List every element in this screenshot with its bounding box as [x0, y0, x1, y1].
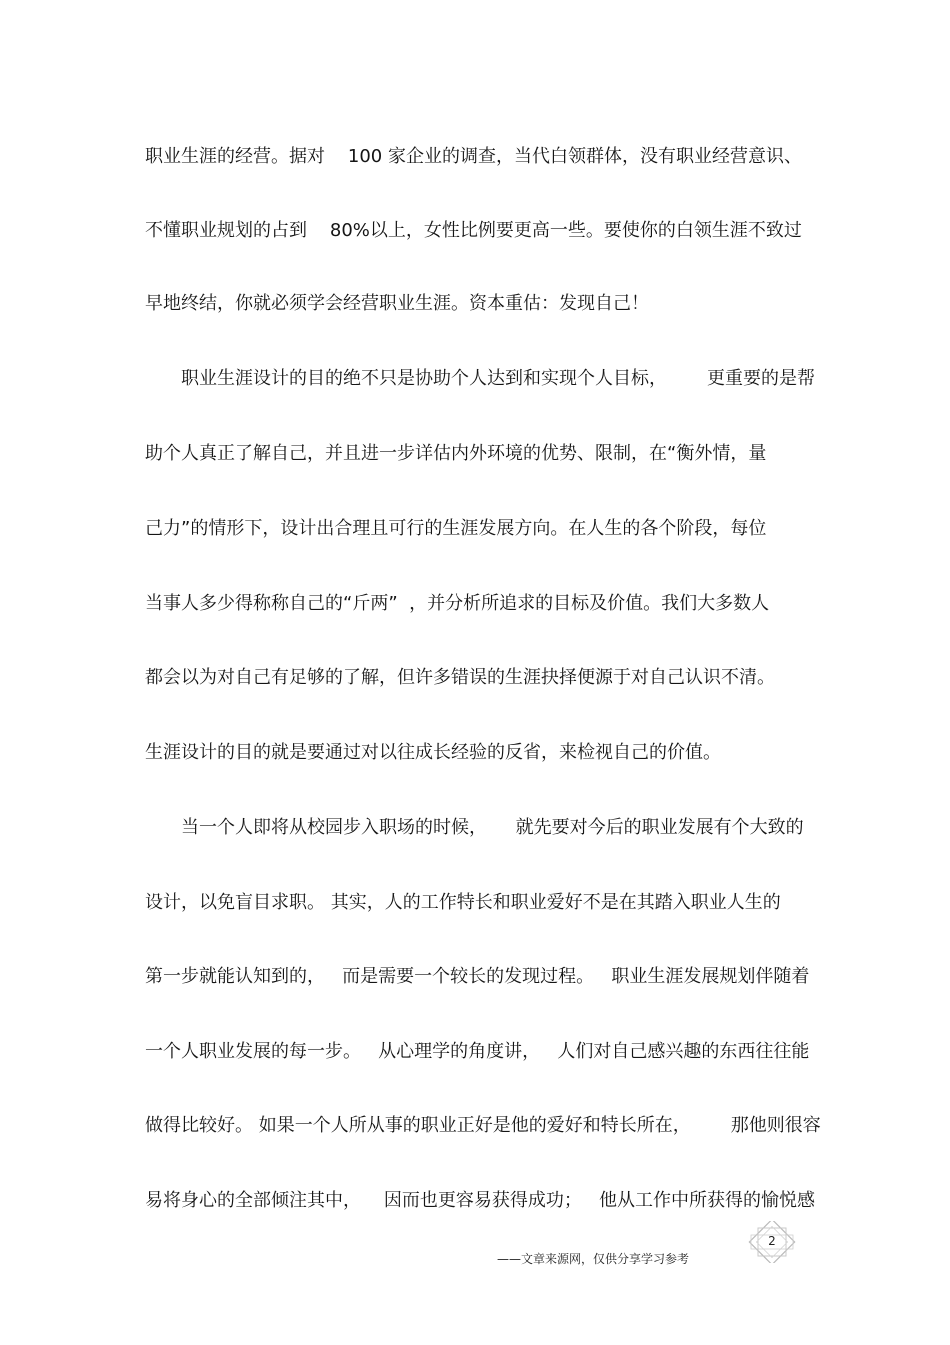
body-line-9: 生涯设计的目的就是要通过对以往成长经验的反省，来检视自己的价值。 — [145, 742, 721, 763]
body-line-13: 一个人职业发展的每一步。 从心理学的角度讲， 人们对自己感兴趣的东西往往能 — [145, 1041, 810, 1062]
body-line-7: 当事人多少得称称自己的“斤两” ，并分析所追求的目标及价值。我们大多数人 — [145, 593, 770, 614]
footer-source-note: ——文章来源网，仅供分享学习参考 — [497, 1252, 690, 1266]
body-line-8: 都会以为对自己有足够的了解，但许多错误的生涯抉择便源于对自己认识不清。 — [145, 667, 775, 688]
body-line-14: 做得比较好。 如果一个人所从事的职业正好是他的爱好和特长所在， 那他则很容 — [145, 1115, 821, 1136]
body-line-12: 第一步就能认知到的， 而是需要一个较长的发现过程。 职业生涯发展规划伴随着 — [145, 966, 810, 987]
body-line-3: 早地终结，你就必须学会经营职业生涯。资本重估：发现自己！ — [145, 293, 649, 314]
page-number-badge — [747, 1221, 797, 1263]
body-line-10: 当一个人即将从校园步入职场的时候， 就先要对今后的职业发展有个大致的 — [181, 817, 804, 838]
body-line-11: 设计，以免盲目求职。 其实，人的工作特长和职业爱好不是在其踏入职业人生的 — [145, 892, 781, 913]
body-line-6: 己力”的情形下，设计出合理且可行的生涯发展方向。在人生的各个阶段，每位 — [145, 518, 767, 539]
body-line-4: 职业生涯设计的目的绝不只是协助个人达到和实现个人目标， 更重要的是帮 — [181, 368, 816, 389]
body-line-5: 助个人真正了解自己，并且进一步详估内外环境的优势、限制，在“衡外情，量 — [145, 443, 767, 464]
body-line-2: 不懂职业规划的占到 80%以上，女性比例要更高一些。要使你的白领生涯不致过 — [145, 220, 802, 241]
page-number: 2 — [768, 1234, 776, 1248]
body-line-15: 易将身心的全部倾注其中， 因而也更容易获得成功； 他从工作中所获得的愉悦感 — [145, 1190, 816, 1211]
body-line-1: 职业生涯的经营。据对 100 家企业的调查，当代白领群体，没有职业经营意识、 — [145, 146, 802, 167]
